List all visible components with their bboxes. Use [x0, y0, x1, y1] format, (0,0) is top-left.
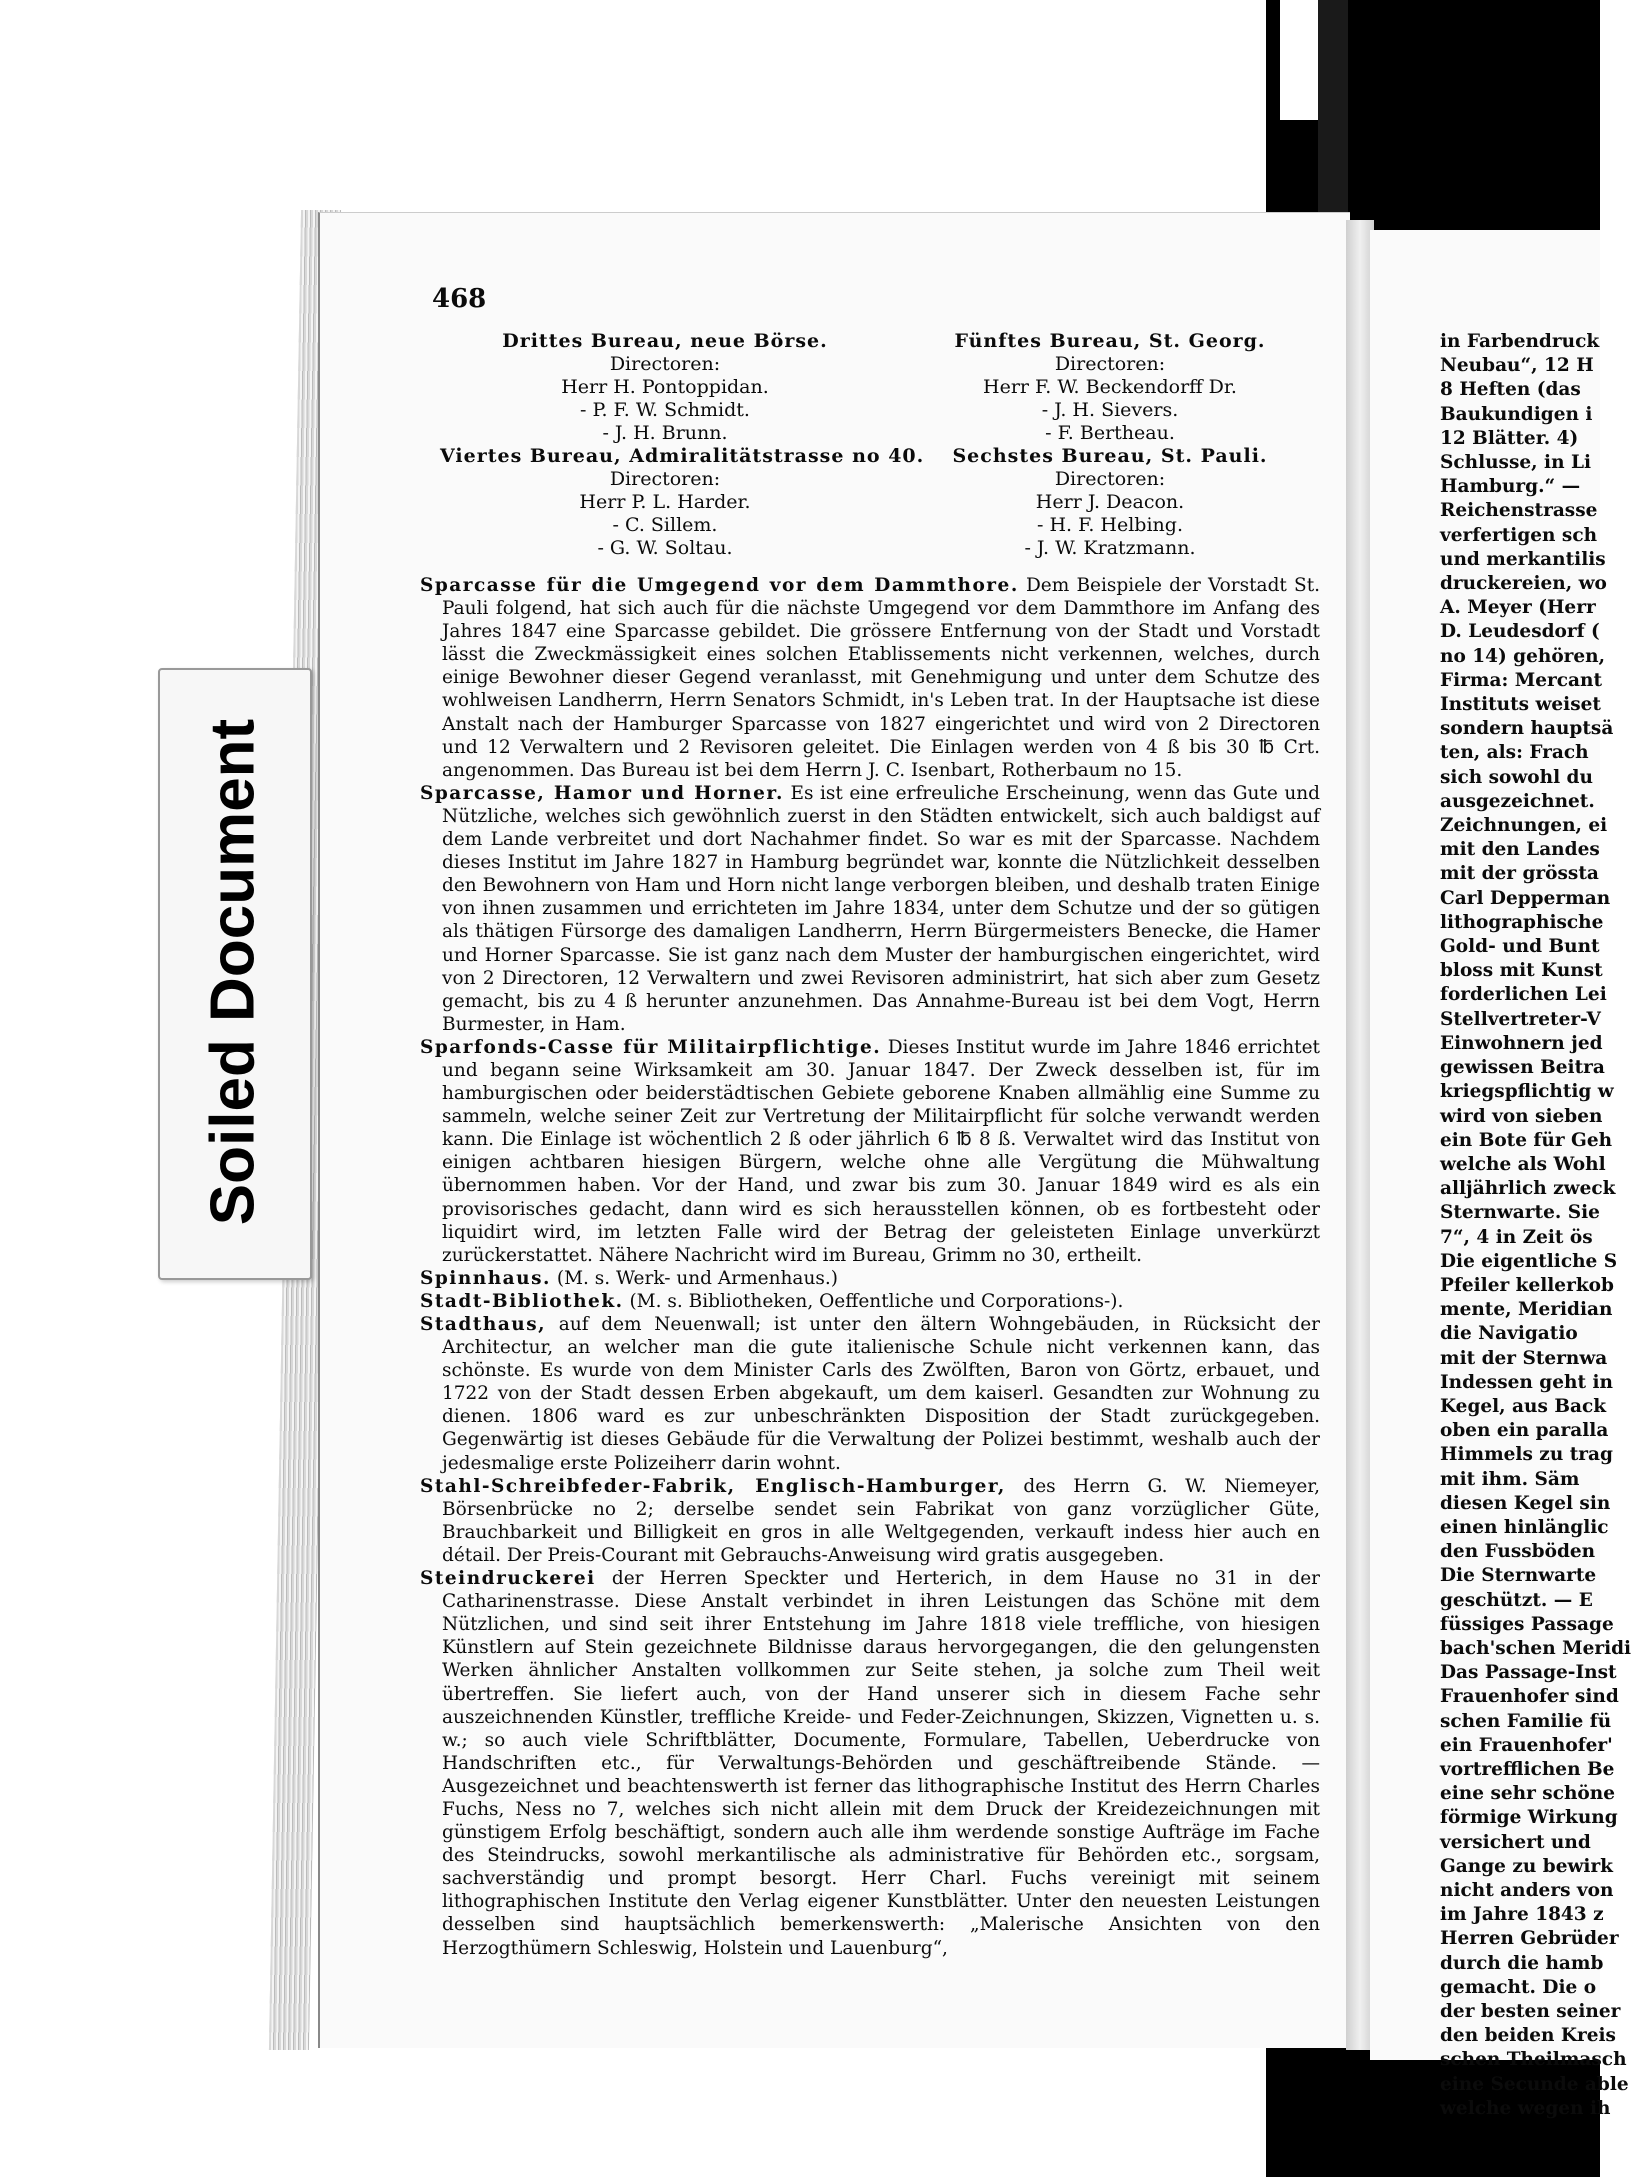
right-page-line: einen hinlänglic — [1440, 1516, 1609, 1538]
right-page-line: bach'schen Meridi — [1440, 1637, 1631, 1659]
right-page-line: 8 Heften (das — [1440, 379, 1581, 401]
right-page-line: D. Leudesdorf ( — [1440, 621, 1600, 643]
entry-text: Dem Beispiele der Vorstadt St. Pauli folgend, hat sich auch für die nächste Umgegend vor dem Dammthore im Anfang des Jahres 1847 eine Sparcasse gebildet. Die grössere Entfernung von der Stadt und Vorstadt lässt die Zweckmässigkeit eines solchen Etablissements nicht verkennen, welches, durch einige Bewohner dieser Gegend veranlasst, mit Genehmigung und unter dem Schutze des wohlweisen Landherrn, Herrn Senators Schmidt, in's Leben trat. In der Hauptsache ist diese Anstalt nach der Hamburger Sparcasse von 1827 eingerichtet und wird von 2 Directoren und 12 Verwaltern und 2 Revisoren geleitet. Die Einlagen werden von 4 ß bis 30 ℔ Crt. angenommen. Das Bureau ist bei dem Herrn J. C. Isenbart, Rotherbaum no 15. — [442, 575, 1321, 781]
entry-text: (M. s. Bibliotheken, Oeffentliche und Corporations-). — [629, 1290, 1124, 1312]
entry — [420, 1567, 1320, 1960]
right-page-line: Reichenstrasse — [1440, 500, 1598, 522]
right-page-line: Firma: Mercant — [1440, 669, 1602, 691]
right-page-line: Carl Depperman — [1440, 887, 1611, 909]
director-name: - H. F. Helbing. — [1037, 514, 1183, 536]
right-page-line: mit den Landes — [1440, 839, 1600, 861]
entry-heading: Stadthaus, — [420, 1314, 547, 1335]
right-page-line: Gange zu bewirk — [1440, 1855, 1614, 1877]
right-page-line: sich sowohl du — [1440, 766, 1593, 788]
right-page-line: Instituts weiset — [1440, 694, 1601, 716]
right-page-line: Indessen geht in — [1440, 1371, 1613, 1393]
entry-heading: Sparcasse für die Umgegend vor dem Dammthore. — [420, 575, 1019, 596]
right-page-line: versichert und — [1440, 1831, 1591, 1853]
right-page-line: mente, Meridian — [1440, 1299, 1613, 1321]
director-name: - J. W. Kratzmann. — [1024, 537, 1196, 559]
right-page-line: mit der grössta — [1440, 863, 1599, 885]
director-name: Herr F. W. Beckendorff Dr. — [983, 376, 1237, 398]
entry — [420, 574, 1320, 782]
right-page-line: ten, als: Frach — [1440, 742, 1589, 764]
right-page-line: ausgezeichnet. — [1440, 790, 1595, 812]
right-page-line: eine Secunde able — [1440, 2073, 1629, 2095]
right-page-line: im Jahre 1843 z — [1440, 1904, 1604, 1926]
director-name: - J. H. Brunn. — [602, 422, 728, 444]
right-page-line: Himmels zu trag — [1440, 1444, 1613, 1466]
right-page-line: ein Frauenhofer' — [1440, 1734, 1613, 1756]
entry-text: der Herren Speckter und Herterich, in dem Hause no 31 in der Catharinenstrasse. Diese Anstalt verbindet in ihren Leistungen das Schöne mit dem Nützlichen, und sind seit ihrer Entstehung im Jahre 1818 viele treffliche, von hiesigen Künstlern auf Stein gezeichnete Bildnisse daraus hervorgegangen, die den gelungensten Werken ähnlicher Anstalten vollkommen zur Seite stehen, ja solche zum Theil weit übertreffen. Sie liefert auch, von der Hand unserer sich in diesem Fache sehr auszeichnenden Künstler, treffliche Kreide- und Feder-Zeichnungen, Skizzen, Vignetten u. s. w.; so auch viele Schriftblätter, Documente, Formulare, Tabellen, Ueberdrucke von Handschriften etc., für Verwaltungs-Behörden und geschäftreibende Stände. — Ausgezeichnet und beachtenswerth ist ferner das lithographische Institut des Herrn Charles Fuchs, Ness no 7, welches sich nicht allein mit dem Druck der Kreidezeichnungen mit günstigem Erfolg beschäftigt, sondern auch alle ihm werdende sonstige Aufträge im Fache des Steindrucks, sowohl merkantilische als administrative für Behörden etc., sorgsam, sachverständig und prompt besorgt. Herr Charl. Fuchs vereinigt mit seinem lithographischen Institute den Verlag eigener Kunstblätter. Unter den neuesten Leistungen desselben sind hauptsächlich bemerkenswerth: „Malerische Ansichten von den Herzogthümern Schleswig, Holstein und Lauenburg“, — [442, 1568, 1320, 1959]
entry-heading: Stadt-Bibliothek. — [420, 1290, 624, 1312]
right-page-line: kriegspflichtig w — [1440, 1081, 1614, 1103]
right-page-line: 12 Blätter. 4) — [1440, 427, 1579, 449]
entry — [420, 1475, 1320, 1567]
right-page-line: Kegel, aus Back — [1440, 1395, 1607, 1417]
right-page-line: Frauenhofer sind — [1440, 1686, 1619, 1708]
right-page-line: Gold- und Bunt — [1440, 936, 1600, 958]
entry — [420, 1267, 1320, 1290]
right-page-line: eine sehr schöne — [1440, 1783, 1615, 1805]
right-page-line: den Fussböden — [1440, 1541, 1596, 1563]
right-page-line: nicht anders von — [1440, 1880, 1614, 1901]
director-name: Herr H. Pontoppidan. — [561, 376, 769, 398]
page-number: 468 — [432, 284, 487, 314]
entry-text: (M. s. Werk- und Armenhaus.) — [556, 1267, 838, 1289]
entry — [420, 1313, 1320, 1475]
right-page-line: und merkantilis — [1440, 548, 1606, 570]
right-page-line: Einwohnern jed — [1440, 1032, 1603, 1054]
right-page-line: durch die hamb — [1440, 1952, 1604, 1974]
right-page-line: oben ein paralla — [1440, 1420, 1609, 1442]
right-page-line: sondern hauptsä — [1440, 718, 1614, 740]
entry-heading: Steindruckerei — [420, 1568, 596, 1590]
directors-label: Directoren: — [609, 353, 721, 375]
entry-text: auf dem Neuenwall; ist unter den ältern Wohngebäuden, in Rücksicht der Architectur, an welcher man die gute italienische Schule nicht verkennen kann, das schönste. Es wurde von dem Minister Carls des Zwölften, Baron von Görtz, erbauet, und 1722 von der Stadt dessen Erben abgekauft, um dem kaiserl. Gesandten zur Wohnung zu dienen. 1806 ward es zur unbeschränkten Disposition der Stadt zurückgegeben. Gegenwärtig ist dieses Gebäude für die Verwaltung der Polizei bestimmt, weshalb auch der jedesmalige erste Polizeiherr darin wohnt. — [442, 1314, 1320, 1474]
right-page-line: Das Passage-Inst — [1440, 1662, 1617, 1684]
soiled-document-label: Soiled Document — [198, 718, 268, 1226]
bureau-heading: Sechstes Bureau, St. Pauli. — [952, 445, 1268, 467]
directors-label: Directoren: — [1054, 468, 1166, 490]
entry-text: Dieses Institut wurde im Jahre 1846 errichtet und begann seine Wirksamkeit am 30. Januar 1847. Der Zweck desselben ist, für im hamburgischen oder beiderstädtischen Gebiete geborene Knaben allmählig eine Summe zu sammeln, welche seiner Zeit zur Vertretung der Militairpflicht für solche verwandt werden kann. Die Einlage ist wöchentlich 2 ß oder jährlich 6 ℔ 8 ß. Verwaltet wird das Institut von einigen achtbaren hiesigen Bürgern, welche ohne alle Vergütung die Mühwaltung übernommen haben. Vor der Hand, und zwar bis zum 30. Januar 1849 wird es als ein provisorisches gedacht, dann wird es sich herausstellen können, ob es fortbesteht oder liquidirt wird, im letzten Falle wird der Betrag der geleisteten Einlage unverkürzt zurückerstattet. Nähere Nachricht wird im Bureau, Grimm no 30, ertheilt. — [442, 1036, 1320, 1266]
right-page-line: Hamburg.“ — — [1440, 476, 1581, 498]
right-page-line: welche wegen ih — [1440, 2097, 1611, 2119]
director-name: - G. W. Soltau. — [597, 537, 733, 559]
entries-body — [420, 574, 1320, 1960]
entry-text: des Herrn G. W. Niemeyer, Börsenbrücke no 2; derselbe sendet sein Fabrikat von ganz vorzüglicher Güte, Brauchbarkeit und Billigkeit en gros in alle Weltgegenden, verkauft indess hier auch en détail. Der Preis-Courant mit Gebrauchs-Anweisung wird gratis ausgegeben. — [442, 1475, 1320, 1566]
right-page-line: die Navigatio — [1440, 1323, 1578, 1345]
director-name: - F. Bertheau. — [1045, 422, 1175, 444]
right-page-line: bloss mit Kunst — [1440, 960, 1603, 982]
scan-edge-strip — [1280, 0, 1318, 120]
right-page-line: lithographische — [1440, 911, 1604, 933]
right-page-line: Baukundigen i — [1440, 403, 1593, 425]
director-name: - P. F. W. Schmidt. — [580, 399, 750, 421]
director-name: - C. Sillem. — [612, 514, 718, 536]
left-column-directors — [440, 330, 925, 560]
right-page-line: welche als Wohl — [1440, 1153, 1606, 1175]
director-name: Herr J. Deacon. — [1035, 491, 1185, 513]
entry-heading: Sparcasse, Hamor und Horner. — [420, 782, 784, 804]
bureau-heading: Viertes Bureau, Admiralitätstrasse no 40. — [440, 445, 925, 467]
entry — [420, 1036, 1320, 1267]
right-page-line: geschützt. — E — [1440, 1589, 1593, 1611]
right-page-line: Pfeiler kellerkob — [1440, 1274, 1614, 1296]
right-page-line: Schlusse, in Li — [1440, 452, 1591, 474]
right-page-line: Zeichnungen, ei — [1440, 815, 1608, 837]
right-page-line: Stellvertreter-V — [1440, 1008, 1601, 1030]
right-page-line: alljährlich zweck — [1440, 1178, 1616, 1200]
right-page-line: Neubau“, 12 H — [1440, 355, 1594, 377]
right-page-line: den beiden Kreis — [1440, 2025, 1616, 2047]
entry — [420, 1290, 1320, 1313]
right-page-line: ein Bote für Geh — [1440, 1129, 1613, 1151]
entry — [420, 782, 1320, 1036]
right-page-line: no 14) gehören, — [1440, 645, 1606, 667]
entry-heading: Stahl-Schreibfeder-Fabrik, Englisch-Hamburger, — [420, 1475, 1006, 1497]
right-page-line: A. Meyer (Herr — [1440, 597, 1596, 619]
right-page-line: Herren Gebrüder — [1440, 1928, 1619, 1950]
bureau-heading: Fünftes Bureau, St. Georg. — [954, 330, 1266, 352]
right-page-line: der besten seiner — [1440, 2001, 1621, 2023]
right-page-line: verfertigen sch — [1440, 524, 1598, 546]
right-page-line: vortrefflichen Be — [1440, 1758, 1615, 1780]
director-name: Herr P. L. Harder. — [579, 491, 751, 513]
right-page-line: diesen Kegel sin — [1440, 1492, 1611, 1514]
right-page-line: forderlichen Lei — [1440, 984, 1607, 1006]
director-name: - J. H. Sievers. — [1041, 399, 1179, 421]
right-page-line: schen Familie fü — [1440, 1710, 1612, 1732]
right-page-text — [1440, 330, 1631, 2121]
right-page-line: mit der Sternwa — [1440, 1347, 1608, 1369]
entry-text: Es ist eine erfreuliche Erscheinung, wenn das Gute und Nützliche, welches sich gewöhnlich zuerst in den Städten entwickelt, sich auch baldigst auf dem Lande verbreitet und dort Nachahmer findet. So war es mit der Sparcasse. Nachdem dieses Institut im Jahre 1827 in Hamburg begründet war, konnte die Nützlichkeit desselben den Bewohnern von Ham und Horn nicht lange verborgen bleiben, und deshalb traten Einige von ihnen zusammen und errichteten im Jahre 1834, unter dem Schutze und der so gütigen als thätigen Fürsorge des damaligen Landherrn, Herrn Bürgermeisters Benecke, die Hamer und Horner Sparcasse. Sie ist ganz nach dem Muster der hamburgischen eingerichtet, wird von 2 Directoren, 12 Verwaltern und zwei Revisoren administrirt, hat sich aber zum Gesetz gemacht, bis zu 4 ß herunter anzunehmen. Das Annahme-Bureau ist bei dem Vogt, Herrn Burmester, in Ham. — [442, 782, 1320, 1035]
bureau-heading: Drittes Bureau, neue Börse. — [502, 330, 828, 352]
right-page-line: förmige Wirkung — [1440, 1807, 1618, 1829]
entry-heading: Spinnhaus. — [420, 1267, 551, 1289]
right-page-line: wird von sieben — [1440, 1105, 1603, 1127]
right-page-line: Die eigentliche S — [1440, 1250, 1618, 1272]
right-page-line: mit ihm. Säm — [1440, 1468, 1580, 1490]
right-page-line: in Farbendruck — [1440, 331, 1600, 352]
entry-heading: Sparfonds-Casse für Militairpflichtige. — [420, 1036, 882, 1058]
right-page-line: gewissen Beitra — [1440, 1057, 1605, 1079]
right-page-line: 7“, 4 in Zeit ös — [1440, 1226, 1593, 1248]
right-page-line: schen Theilmasch — [1440, 2049, 1627, 2071]
right-page-line: füssiges Passage — [1440, 1613, 1614, 1635]
directors-label: Directoren: — [609, 468, 721, 490]
right-page-line: Die Sternwarte — [1440, 1565, 1597, 1587]
right-page-line: gemacht. Die o — [1440, 1976, 1597, 1998]
right-page-line: Sternwarte. Sie — [1440, 1202, 1600, 1224]
right-page-line: druckereien, wo — [1440, 573, 1607, 595]
right-column-directors — [900, 330, 1320, 560]
directors-label: Directoren: — [1054, 353, 1166, 375]
